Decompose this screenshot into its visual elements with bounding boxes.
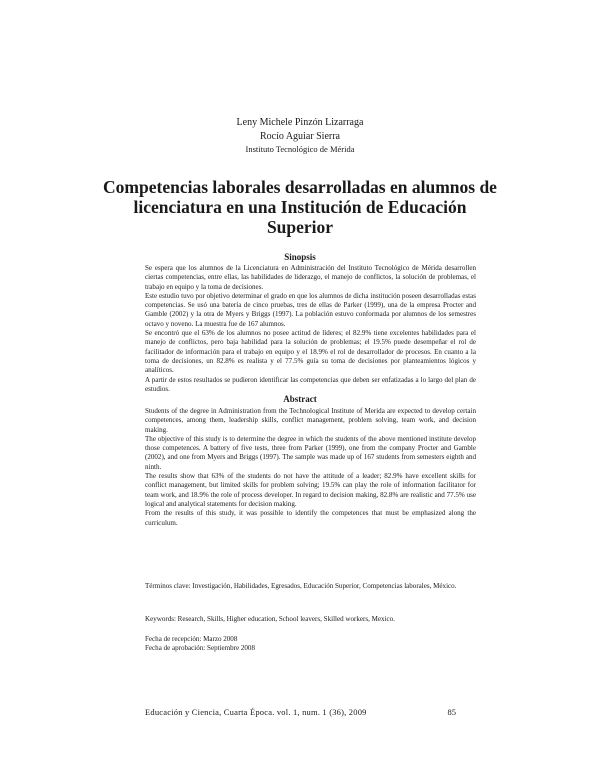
sinopsis-paragraph: Este estudio tuvo por objetivo determinar el grado en que los alumnos de dicha institución poseen desarrolladas estas competencias. Se usó una batería de cinco pruebas, tres de ellas de Parker (1999), una de la empresa Procter and Gamble (2002) y la otra de Myers y Briggs (1997). La población estuvo conformada por alumnos de los semestres octavo y noveno. La muestra fue de 167 alumnos.	[145, 291, 476, 328]
keywords-es	[145, 582, 476, 591]
author-name-2: Rocío Aguiar Sierra	[260, 130, 340, 142]
abstract-paragraph: The results show that 63% of the students do not have the attitude of a leader; 82.9% have excellent skills for conflict management, but limited skills for problem solving; 19.5% can play the role of information facilitator for team work, and 18.9% the role of process developer. In regard to decision making, 82.8% are realistic and 77.5% use logical and analytical statements for decision making.	[145, 472, 476, 508]
page-number: 85	[447, 707, 456, 717]
keywords-en-text: Keywords: Research, Skills, Higher education, School leavers, Skilled workers, Mexico.	[145, 615, 395, 623]
author-institution: Instituto Tecnológico de Mérida	[245, 144, 355, 154]
author-name-1: Leny Michele Pinzón Lizarraga	[236, 117, 364, 128]
journal-footer: Educación y Ciencia, Cuarta Época. vol. 1, num. 1 (36), 2009	[145, 707, 367, 717]
paper-title: Competencias laborales desarrolladas en alumnos de licenciatura en una Institución de Educación Superior	[103, 177, 497, 237]
sinopsis-paragraph: Se encontró que el 63% de los alumnos no posee actitud de líderes; el 82.9% tiene excelentes habilidades para el manejo de conflictos, pero baja habilidad para la solución de problemas; el 19.5% puede desempeñar el rol de facilitador de información para el trabajo en equipo y el 18.9% el rol de desarrollador de procesos. En cuanto a la toma de decisiones, un 82.8% es realista y el 77.5% guía su toma de decisiones por planteamientos lógicos y analíticos.	[145, 329, 476, 375]
date-approved: Fecha de aprobación: Septiembre 2008	[145, 644, 255, 653]
abstract-paragraph: The objective of this study is to determine the degree in which the students of the above mentioned institute develop those competences. A battery of five tests, three from Parker (1999), one from the company Procter and Gamble (2002), and one from Myers and Briggs (1997). The sample was made up of 167 students from semesters eighth and ninth.	[145, 434, 476, 471]
sinopsis-heading: Sinopsis	[284, 252, 316, 262]
abstract-body	[145, 407, 476, 528]
abstract-paragraph: From the results of this study, it was possible to identify the competences that must be emphasized along the curriculum.	[145, 509, 476, 527]
date-received: Fecha de recepción: Marzo 2008	[145, 635, 238, 643]
sinopsis-body	[145, 264, 476, 394]
abstract-paragraph: Students of the degree in Administration from the Technological Institute of Merida are expected to develop certain competences, among them, leadership skills, conflict management, problem solving, team work, and decision making.	[145, 407, 476, 434]
abstract-heading: Abstract	[283, 394, 317, 404]
sinopsis-paragraph: A partir de estos resultados se pudieron identificar las competencias que deben ser enfatizadas a lo largo del plan de estudios.	[145, 375, 476, 393]
author-block	[0, 116, 600, 155]
sinopsis-paragraph: Se espera que los alumnos de la Licenciatura en Administración del Instituto Tecnológico de Mérida desarrollen ciertas competencias, entre ellas, las habilidades de liderazgo, el manejo de conflictos, la solución de problemas, el trabajo en equipo y la toma de decisiones.	[145, 264, 476, 291]
keywords-en	[145, 615, 476, 624]
keywords-es-text: Términos clave: Investigación, Habilidades, Egresados, Educación Superior, Competencias laborales, México.	[145, 582, 457, 590]
dates-block	[145, 635, 476, 654]
